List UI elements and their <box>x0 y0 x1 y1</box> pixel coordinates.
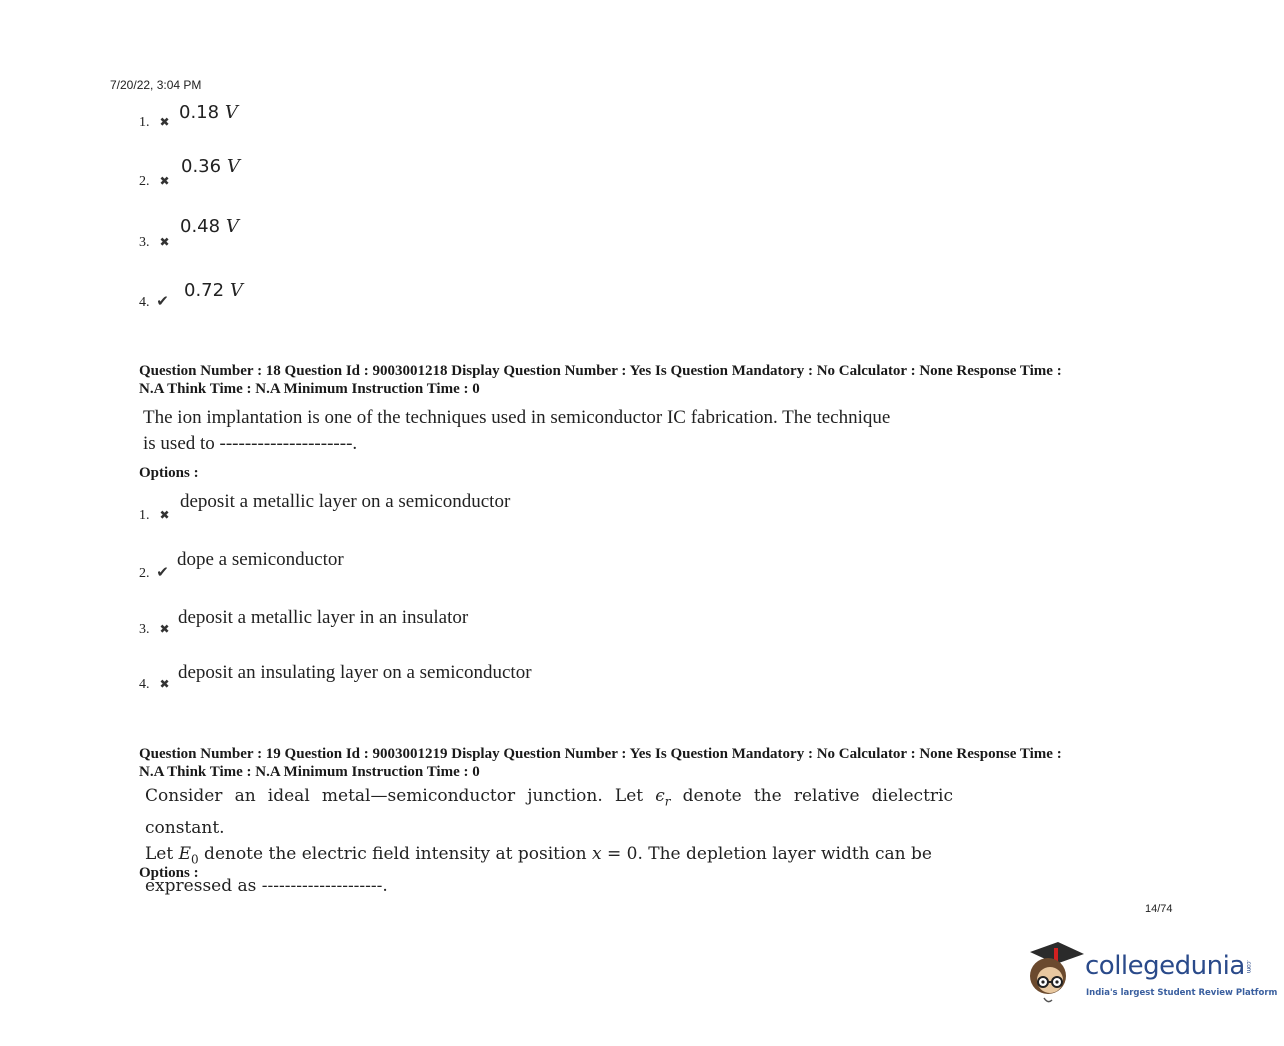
q18-meta-line-1: Question Number : 18 Question Id : 9003001218 Display Question Number : Yes Is Question Mandatory : No Calculator : None Response Time : <box>139 363 1062 379</box>
q18-option-1-text: deposit a metallic layer on a semiconductor <box>180 491 511 512</box>
q19-meta <box>139 745 1169 781</box>
q19-text-line-3: expressed as ---------------------. <box>145 876 388 897</box>
option-number: 1. <box>139 508 150 523</box>
brand-name: collegedunia.com <box>1085 951 1252 981</box>
q18-option-4 <box>139 675 172 693</box>
q18-question-text <box>143 405 890 457</box>
cross-icon: ✖ <box>159 235 170 249</box>
option-number: 3. <box>139 235 150 250</box>
option-number: 4. <box>139 677 150 692</box>
q17-option-1 <box>139 113 172 131</box>
print-timestamp: 7/20/22, 3:04 PM <box>110 78 202 92</box>
option-number: 1. <box>139 115 150 130</box>
brand-tagline: India's largest Student Review Platform <box>1086 988 1278 998</box>
cross-icon: ✖ <box>159 174 170 188</box>
q19-meta-line-2: N.A Think Time : N.A Minimum Instruction Time : 0 <box>139 764 480 780</box>
cross-icon: ✖ <box>159 677 170 691</box>
q17-option-1-text: 0.18 V <box>179 102 238 123</box>
check-icon: ✔ <box>156 294 169 310</box>
mascot-icon <box>1024 938 1086 1010</box>
q18-meta <box>139 362 1169 398</box>
q17-option-3 <box>139 233 172 251</box>
cross-icon: ✖ <box>159 622 170 636</box>
q18-text-line-2: is used to ---------------------. <box>143 433 358 454</box>
q17-option-4-text: 0.72 V <box>184 280 243 301</box>
q18-option-3 <box>139 620 172 638</box>
cross-icon: ✖ <box>159 115 170 129</box>
option-number: 4. <box>139 295 150 310</box>
q17-option-3-text: 0.48 V <box>180 216 239 237</box>
option-number: 2. <box>139 174 150 189</box>
q18-text-line-1: The ion implantation is one of the techniques used in semiconductor IC fabrication. The technique <box>143 407 891 428</box>
q19-text-line-2: Let $E_0$ denote the electric field intensity at position x = 0. The depletion layer width can be <box>145 844 932 867</box>
cross-icon: ✖ <box>159 508 170 522</box>
q18-option-4-text: deposit an insulating layer on a semiconductor <box>178 662 532 683</box>
q19-meta-line-1: Question Number : 19 Question Id : 9003001219 Display Question Number : Yes Is Question Mandatory : No Calculator : None Response Time : <box>139 746 1062 762</box>
q18-options-label: Options : <box>139 465 199 481</box>
option-number: 2. <box>139 566 150 581</box>
q19-options-label: Options : <box>139 865 199 881</box>
q17-option-2-text: 0.36 V <box>181 156 240 177</box>
page-number: 14/74 <box>1145 903 1173 915</box>
q18-option-2 <box>139 563 170 582</box>
option-number: 3. <box>139 622 150 637</box>
q19-question-text <box>145 783 953 900</box>
q17-option-4 <box>139 292 170 311</box>
brand-suffix: .com <box>1244 960 1252 973</box>
q17-option-2 <box>139 172 172 190</box>
check-icon: ✔ <box>156 565 169 581</box>
q19-text-line-1: Consider an ideal metal—semiconductor junction. Let $\epsilon_r$ denote the relative dielectric constant. <box>145 786 953 838</box>
q18-option-2-text: dope a semiconductor <box>177 549 344 570</box>
q18-meta-line-2: N.A Think Time : N.A Minimum Instruction Time : 0 <box>139 381 480 397</box>
q18-option-1 <box>139 506 172 524</box>
q18-option-3-text: deposit a metallic layer in an insulator <box>178 607 469 628</box>
